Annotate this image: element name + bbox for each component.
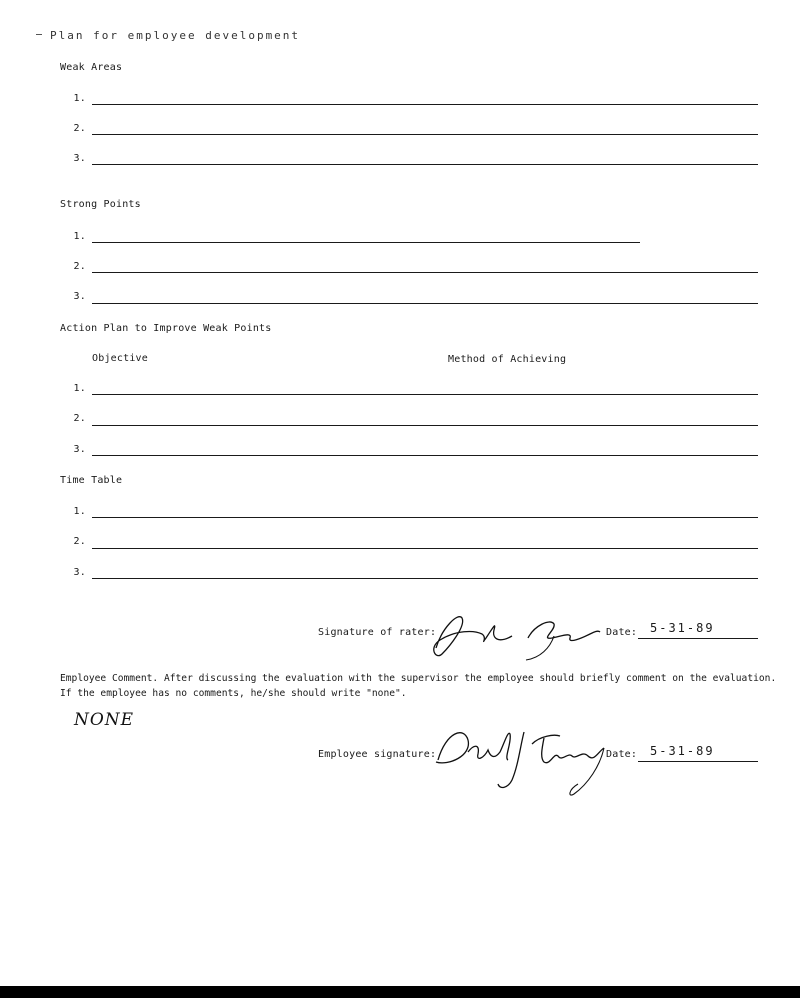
time-line-3[interactable] (92, 578, 758, 579)
time-number-2: 2. (73, 536, 86, 547)
scan-bottom-edge (0, 986, 800, 998)
employee-signature-label: Employee signature: (318, 749, 437, 760)
weak-area-number-3: 3. (73, 153, 86, 164)
form-title: Plan for employee development (50, 29, 301, 42)
strong-point-line-3[interactable] (92, 303, 758, 304)
employee-signature-scribble (428, 722, 618, 802)
rater-date-value: 5-31-89 (650, 621, 715, 635)
action-plan-heading: Action Plan to Improve Weak Points (60, 323, 272, 334)
action-number-3: 3. (73, 444, 86, 455)
action-line-2[interactable] (92, 425, 758, 426)
rater-date-label: Date: (606, 627, 638, 638)
employee-date-label: Date: (606, 749, 638, 760)
comment-instructions-line-1: Employee Comment. After discussing the evaluation with the supervisor the employee should briefly comment on the evaluation. (60, 673, 777, 684)
weak-area-line-2[interactable] (92, 134, 758, 135)
strong-points-heading: Strong Points (60, 199, 141, 210)
rater-signature-label: Signature of rater: (318, 627, 437, 638)
time-table-heading: Time Table (60, 475, 123, 486)
action-number-2: 2. (73, 413, 86, 424)
rater-signature-scribble (422, 608, 602, 668)
weak-area-line-3[interactable] (92, 164, 758, 165)
strong-point-number-3: 3. (73, 291, 86, 302)
action-number-1: 1. (73, 383, 86, 394)
rater-date-line[interactable] (638, 638, 758, 639)
strong-point-line-2[interactable] (92, 272, 758, 273)
weak-areas-heading: Weak Areas (60, 62, 123, 73)
action-line-3[interactable] (92, 455, 758, 456)
weak-area-number-1: 1. (73, 93, 86, 104)
action-line-1[interactable] (92, 394, 758, 395)
strong-point-number-1: 1. (73, 231, 86, 242)
employee-comment-handwritten: NONE (74, 710, 135, 730)
weak-area-number-2: 2. (73, 123, 86, 134)
header-mark (36, 34, 42, 35)
time-line-2[interactable] (92, 548, 758, 549)
strong-point-number-2: 2. (73, 261, 86, 272)
comment-instructions-line-2: If the employee has no comments, he/she should write "none". (60, 688, 407, 699)
time-number-1: 1. (73, 506, 86, 517)
weak-area-line-1[interactable] (92, 104, 758, 105)
objective-column-label: Objective (92, 353, 148, 364)
strong-point-line-1[interactable] (92, 242, 640, 243)
employee-date-value: 5-31-89 (650, 744, 715, 758)
employee-date-line[interactable] (638, 761, 758, 762)
time-line-1[interactable] (92, 517, 758, 518)
method-column-label: Method of Achieving (448, 354, 567, 365)
time-number-3: 3. (73, 567, 86, 578)
